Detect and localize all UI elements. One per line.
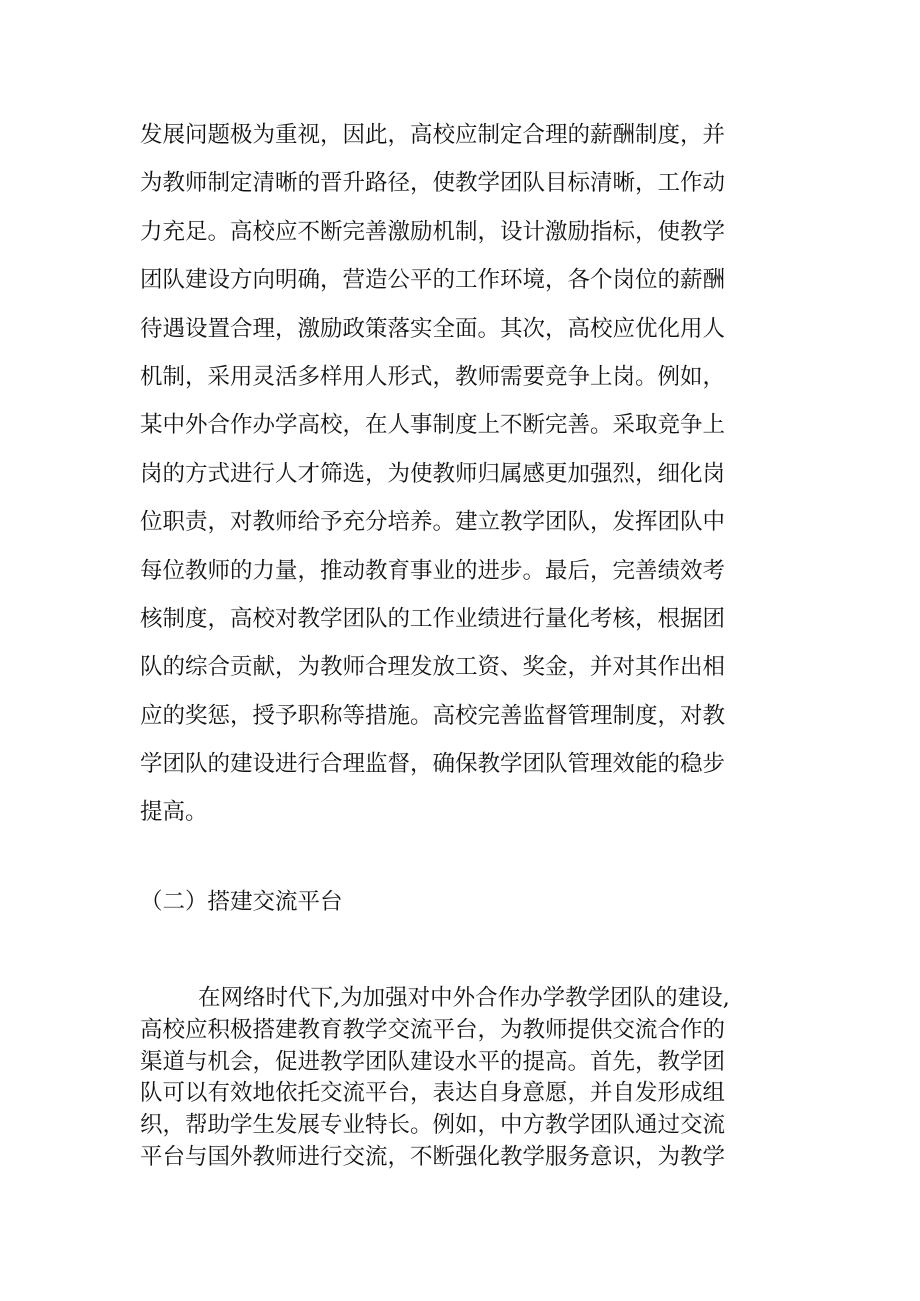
text-line: 在网络时代下,为加强对中外合作办学教学团队的建设, (198, 985, 730, 1011)
text-line: 机制，采用灵活多样用人形式，教师需要竞争上岗。例如， (140, 363, 726, 390)
text-line: 待遇设置合理，激励政策落实全面。其次，高校应优化用人 (140, 315, 726, 342)
text-line: 岗的方式进行人才筛选，为使教师归属感更加强烈，细化岗 (140, 460, 726, 487)
text-line: 力充足。高校应不断完善激励机制，设计激励指标，使教学 (140, 218, 726, 245)
text-line: 学团队的建设进行合理监督，确保教学团队管理效能的稳步 (140, 751, 726, 778)
text-line: 织，帮助学生发展专业特长。例如，中方教学团队通过交流 (140, 1112, 726, 1139)
body-paragraph-2 (140, 983, 790, 1174)
section-heading: （二）搭建交流平台 (140, 889, 343, 915)
text-line: 应的奖惩，授予职称等措施。高校完善监督管理制度，对教 (140, 702, 726, 729)
text-line: 平台与国外教师进行交流，不断强化教学服务意识，为教学 (140, 1143, 726, 1170)
text-line: 队可以有效地依托交流平台，表达自身意愿，并自发形成组 (140, 1080, 726, 1107)
text-line: 每位教师的力量，推动教育事业的进步。最后，完善绩效考 (140, 557, 726, 584)
text-line: 位职责，对教师给予充分培养。建立教学团队，发挥团队中 (140, 509, 726, 536)
text-line: 高校应积极搭建教育教学交流平台，为教师提供交流合作的 (140, 1016, 726, 1043)
text-line: 核制度，高校对教学团队的工作业绩进行量化考核，根据团 (140, 605, 726, 632)
body-paragraph-1 (140, 111, 790, 837)
text-line: 队的综合贡献，为教师合理发放工资、奖金，并对其作出相 (140, 654, 726, 681)
text-line: 某中外合作办学高校，在人事制度上不断完善。采取竞争上 (140, 412, 726, 439)
text-line: 提高。 (140, 799, 208, 826)
text-line: 为教师制定清晰的晋升路径，使教学团队目标清晰，工作动 (140, 170, 726, 197)
text-line: 团队建设方向明确，营造公平的工作环境，各个岗位的薪酬 (140, 267, 726, 294)
text-line: 渠道与机会，促进教学团队建设水平的提高。首先，教学团 (140, 1048, 726, 1075)
text-line: 发展问题极为重视，因此，高校应制定合理的薪酬制度，并 (140, 122, 726, 148)
